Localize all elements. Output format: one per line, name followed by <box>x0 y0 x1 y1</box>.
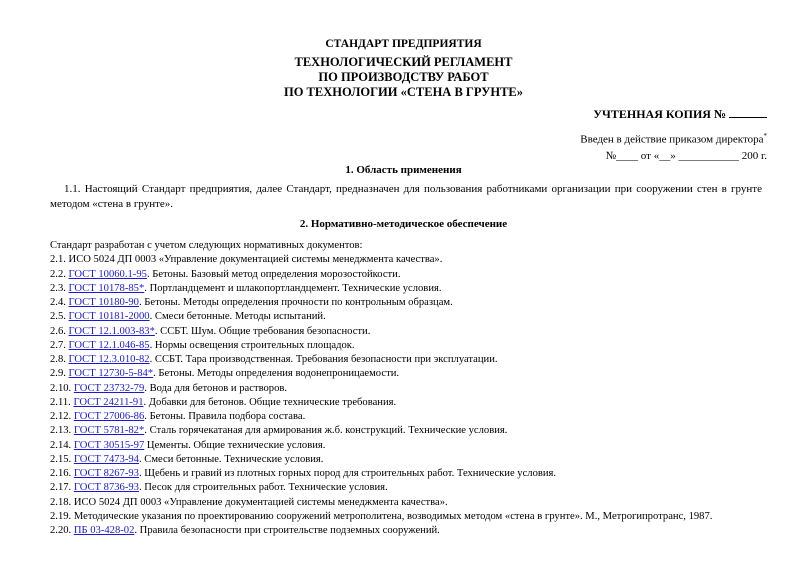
title-line-2: ПО ПРОИЗВОДСТВУ РАБОТ <box>318 70 489 84</box>
list-item-number: 2.17. <box>50 482 72 494</box>
list-item <box>50 325 790 339</box>
list-item-text: . Бетоны. Базовый метод определения морозостойкости. <box>146 268 401 280</box>
list-item-text: . Бетоны. Методы определения водонепроницаемости. <box>153 368 400 380</box>
standard-link[interactable]: ГОСТ 10181-2000 <box>68 311 150 323</box>
list-item <box>50 282 790 296</box>
list-item-text: . Вода для бетонов и растворов. <box>144 382 288 394</box>
standard-header: СТАНДАРТ ПРЕДПРИЯТИЯ <box>325 38 482 50</box>
list-item-text: . Бетоны. Правила подбора состава. <box>144 411 306 422</box>
standard-link[interactable]: ГОСТ 27006-86 <box>73 411 145 422</box>
list-item <box>50 439 790 453</box>
list-item <box>50 410 790 424</box>
list-item-number: 2.16. <box>50 468 72 479</box>
standard-link[interactable]: ГОСТ 5781-82* <box>73 425 145 437</box>
list-item-text: . Песок для строительных работ. Технические условия. <box>138 482 388 494</box>
list-item-text: ИСО 5024 ДП 0003 «Управление документацией системы менеджмента качества». <box>68 254 443 266</box>
list-item-number: 2.15. <box>50 453 72 465</box>
list-item-number: 2.2. <box>50 268 66 280</box>
list-item-number: 2.4. <box>50 297 66 308</box>
standard-link[interactable]: ГОСТ 30515-97 <box>73 439 145 451</box>
list-item-text: . Щебень и гравий из плотных горных пород для строительных работ. Технические условия. <box>138 468 557 479</box>
list-item-number: 2.11. <box>50 396 71 408</box>
standard-link[interactable]: ПБ 03-428-02 <box>73 525 135 536</box>
list-item <box>50 353 790 367</box>
list-item-text: . ССБТ. Шум. Общие требования безопасности. <box>154 325 371 337</box>
list-item-text: Методические указания по проектированию сооружений метрополитена, возводимых методом «стена в грунте». М., Метрогипротранс, 1987. <box>73 510 713 522</box>
list-item-number: 2.18. <box>50 496 72 508</box>
list-item-number: 2.12. <box>50 411 72 422</box>
list-item-text: . Смеси бетонные. Методы испытаний. <box>149 311 326 323</box>
standard-link[interactable]: ГОСТ 8267-93 <box>73 468 139 479</box>
list-item <box>50 467 790 481</box>
list-item-text: Цементы. Общие технические условия. <box>144 439 326 451</box>
registered-copy-label: УЧТЕННАЯ КОПИЯ № <box>593 107 726 121</box>
standard-link[interactable]: ГОСТ 23732-79 <box>73 382 145 394</box>
list-item-number: 2.5. <box>50 311 66 323</box>
intro-line-2: №____ от «__» ___________ 200 г. <box>605 149 767 162</box>
list-item-text: . Правила безопасности при строительстве подземных сооружений. <box>134 525 440 536</box>
list-item <box>50 496 790 510</box>
list-intro: Стандарт разработан с учетом следующих нормативных документов: <box>50 240 363 251</box>
list-item-number: 2.7. <box>50 339 66 351</box>
list-item <box>50 367 790 381</box>
standard-link[interactable]: ГОСТ 7473-94 <box>73 453 139 465</box>
standard-link[interactable]: ГОСТ 12.1.046-85 <box>68 339 150 351</box>
list-item <box>50 268 790 282</box>
list-item <box>50 382 790 396</box>
list-item <box>50 453 790 467</box>
list-item-text: . Бетоны. Методы определения прочности по контрольным образцам. <box>138 297 453 308</box>
list-item <box>50 253 790 267</box>
list-item-number: 2.13. <box>50 425 72 437</box>
standard-link[interactable]: ГОСТ 10178-85* <box>68 282 145 294</box>
list-item <box>50 510 790 524</box>
normative-documents-list <box>50 239 790 538</box>
intro-footnote-mark: * <box>763 132 767 140</box>
section-1-heading: 1. Область применения <box>345 164 462 176</box>
list-item-number: 2.10. <box>50 382 72 394</box>
title-line-3: ПО ТЕХНОЛОГИИ «СТЕНА В ГРУНТЕ» <box>283 85 524 99</box>
list-item-number: 2.14. <box>50 439 72 451</box>
title-line-1: ТЕХНОЛОГИЧЕСКИЙ РЕГЛАМЕНТ <box>294 55 513 69</box>
list-item-number: 2.9. <box>50 368 66 380</box>
standard-link[interactable]: ГОСТ 12730-5-84* <box>68 368 154 380</box>
standard-link[interactable]: ГОСТ 24211-91 <box>73 396 144 408</box>
document-title <box>0 55 807 100</box>
list-item-number: 2.1. <box>50 254 66 266</box>
standard-link[interactable]: ГОСТ 12.3.010-82 <box>68 354 150 365</box>
list-item-number: 2.6. <box>50 325 66 337</box>
list-item-text: . Нормы освещения строительных площадок. <box>149 339 355 351</box>
standard-link[interactable]: ГОСТ 10180-90 <box>68 297 139 308</box>
intro-line-1: Введен в действие приказом директора <box>580 133 764 146</box>
list-item-text: . Сталь горячекатаная для армирования ж.б. конструкций. Технические условия. <box>144 425 508 437</box>
list-item <box>50 310 790 324</box>
list-item-number: 2.3. <box>50 282 66 294</box>
registered-copy-blank <box>729 107 767 118</box>
standard-link[interactable]: ГОСТ 12.1.003-83* <box>68 325 155 337</box>
list-item <box>50 296 790 310</box>
list-item-number: 2.19. <box>50 510 72 522</box>
list-item <box>50 424 790 438</box>
list-item <box>50 339 790 353</box>
list-item-number: 2.8. <box>50 354 66 365</box>
registered-copy <box>593 107 767 122</box>
list-item-text: . Смеси бетонные. Технические условия. <box>138 453 324 465</box>
standard-link[interactable]: ГОСТ 8736-93 <box>73 482 139 494</box>
list-item-number: 2.20. <box>50 525 72 536</box>
list-item <box>50 481 790 495</box>
standard-link[interactable]: ГОСТ 10060.1-95 <box>68 268 147 280</box>
list-item-text: ИСО 5024 ДП 0003 «Управление документацией системы менеджмента качества». <box>73 496 448 508</box>
list-item <box>50 524 790 538</box>
section-1-text: 1.1. Настоящий Стандарт предприятия, далее Стандарт, предназначен для пользования работниками организации при сооружении стен в грунте методом «стена в грунте». <box>50 183 762 210</box>
list-item-text: . ССБТ. Тара производственная. Требования безопасности при эксплуатации. <box>149 354 498 365</box>
list-item-text: . Добавки для бетонов. Общие технические требования. <box>143 396 397 408</box>
introduction-note <box>580 128 767 164</box>
section-2-heading: 2. Нормативно-методическое обеспечение <box>299 218 508 230</box>
list-item-text: . Портландцемент и шлакопортландцемент. Технические условия. <box>144 282 442 294</box>
list-item <box>50 396 790 410</box>
